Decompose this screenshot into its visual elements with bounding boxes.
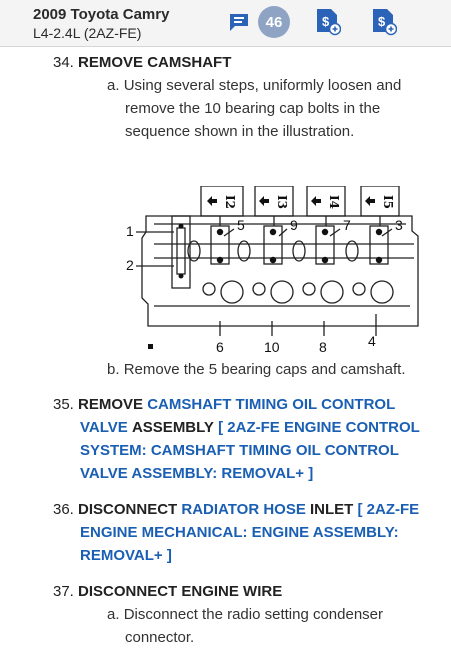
step-action: REMOVE CAMSHAFT bbox=[78, 54, 232, 71]
step-number: 37. bbox=[53, 583, 74, 600]
step-number: 34. bbox=[53, 54, 74, 71]
step-action: REMOVE bbox=[78, 396, 144, 413]
bolt-sequence-number: 2 bbox=[126, 257, 134, 273]
bolt-sequence-number: 5 bbox=[237, 217, 245, 233]
substep-text: Disconnect the radio setting condenser bbox=[123, 606, 384, 623]
step-37-substep-a bbox=[107, 603, 383, 626]
engine-control-reference-link[interactable]: SYSTEM: CAMSHAFT TIMING OIL CONTROL bbox=[80, 442, 399, 459]
diagram-tag-label: I4 bbox=[327, 195, 341, 209]
engine-assembly-reference-link[interactable]: REMOVAL+ ] bbox=[80, 547, 172, 564]
camshaft-bolt-sequence-diagram bbox=[124, 186, 424, 364]
substep-letter: a. bbox=[107, 77, 120, 94]
engine-control-reference-link[interactable]: [ 2AZ-FE ENGINE CONTROL bbox=[218, 419, 420, 436]
bolt-sequence-number: 3 bbox=[395, 217, 403, 233]
step-number: 36. bbox=[53, 501, 74, 518]
bolt-sequence-number: 4 bbox=[368, 333, 376, 349]
step-action: DISCONNECT bbox=[78, 501, 178, 518]
substep-text-line: remove the 10 bearing cap bolts in the bbox=[125, 100, 381, 117]
price-add-icon[interactable] bbox=[371, 8, 397, 36]
substep-letter: a. bbox=[107, 606, 120, 623]
step-action: INLET bbox=[310, 501, 354, 518]
substep-text: Using several steps, uniformly loosen and bbox=[123, 77, 402, 94]
comment-count-badge[interactable]: 46 bbox=[258, 6, 290, 38]
bolt-sequence-number: 10 bbox=[264, 339, 280, 355]
bolt-sequence-number: 6 bbox=[216, 339, 224, 355]
vehicle-title: 2009 Toyota Camry bbox=[33, 6, 170, 23]
bolt-sequence-number: 1 bbox=[126, 223, 134, 239]
substep-text: Remove the 5 bearing caps and camshaft. bbox=[123, 361, 406, 378]
svg-text:$: $ bbox=[378, 14, 386, 29]
step-35 bbox=[53, 393, 395, 416]
step-34 bbox=[53, 51, 231, 74]
step-36 bbox=[53, 498, 419, 521]
bolt-sequence-number: 7 bbox=[343, 217, 351, 233]
app-header bbox=[0, 0, 451, 47]
price-add-icon[interactable] bbox=[315, 8, 341, 36]
step-number: 35. bbox=[53, 396, 74, 413]
camshaft-timing-valve-link[interactable]: VALVE bbox=[80, 419, 128, 436]
engine-assembly-reference-link[interactable]: [ 2AZ-FE bbox=[357, 501, 420, 518]
substep-letter: b. bbox=[107, 361, 120, 378]
svg-text:$: $ bbox=[322, 14, 330, 29]
step-action: ASSEMBLY bbox=[131, 419, 214, 436]
substep-text-line: connector. bbox=[125, 629, 195, 646]
chat-icon[interactable] bbox=[228, 12, 250, 32]
step-35-line-2 bbox=[80, 416, 420, 439]
diagram-tag-label: I2 bbox=[223, 195, 237, 209]
engine-subtitle: L4-2.4L (2AZ-FE) bbox=[33, 25, 142, 41]
bolt-sequence-number: 9 bbox=[290, 217, 298, 233]
engine-assembly-reference-link[interactable]: ENGINE MECHANICAL: ENGINE ASSEMBLY: bbox=[80, 524, 399, 541]
substep-text-line: sequence shown in the illustration. bbox=[125, 123, 355, 140]
bolt-sequence-number: 8 bbox=[319, 339, 327, 355]
step-37 bbox=[53, 580, 282, 603]
engine-control-reference-link[interactable]: VALVE ASSEMBLY: REMOVAL+ ] bbox=[80, 465, 314, 482]
diagram-tag-label: I5 bbox=[381, 195, 395, 209]
diagram-tag-label: I3 bbox=[275, 195, 289, 209]
step-34-substep-b bbox=[107, 358, 406, 381]
camshaft-timing-valve-link[interactable]: CAMSHAFT TIMING OIL CONTROL bbox=[147, 396, 396, 413]
step-action: DISCONNECT ENGINE WIRE bbox=[78, 583, 283, 600]
step-34-substep-a bbox=[107, 74, 437, 97]
radiator-hose-link[interactable]: RADIATOR HOSE bbox=[181, 501, 306, 518]
